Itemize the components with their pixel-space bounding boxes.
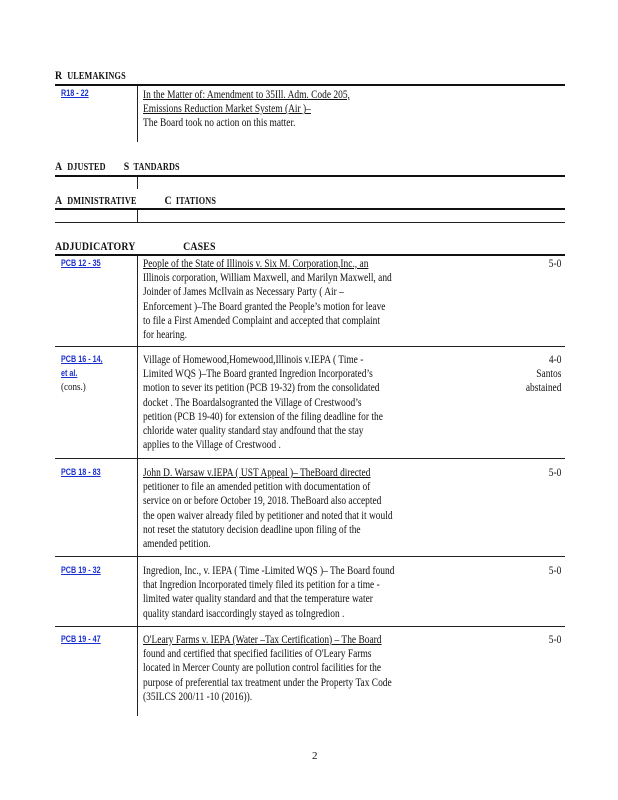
section-heading-rulemakings: R ULEMAKINGS bbox=[55, 68, 126, 82]
docket-link-pcb-19-32[interactable]: PCB 19 - 32 bbox=[61, 565, 101, 575]
column-divider bbox=[137, 210, 138, 222]
rule-heavy bbox=[55, 208, 565, 210]
rule-heavy bbox=[55, 175, 565, 177]
rulemaking-description: In the Matter of: Amendment to 35Ill. Adm. Code 205, Emissions Reduction Market System (Air )– The Board took no action on this matter. bbox=[143, 89, 350, 130]
vote-count: 5-0 bbox=[548, 565, 561, 577]
docket-link-et-al[interactable]: et al. bbox=[61, 368, 78, 378]
rule-thin bbox=[55, 626, 565, 627]
vote-count: 4-0 Santos abstained bbox=[525, 354, 561, 395]
section-heading-adjudicatory-cases: ADJUDICATORY CASES bbox=[55, 239, 216, 253]
docket-link-pcb-18-83[interactable]: PCB 18 - 83 bbox=[61, 467, 101, 477]
column-divider bbox=[137, 86, 138, 142]
consolidated-note: (cons.) bbox=[61, 381, 86, 393]
case-description: People of the State of Illinois v. Six M. Corporation,Inc., an Illinois corporation, William Maxwell, and Marilyn Maxwell, and Joinder of James McIlvain as Necessary Party ( Air – Enforcement )–The Board granted the People’s motion for leave to file a First Amended Complaint and accepted that complaint for hearing. bbox=[143, 258, 392, 342]
docket-link-pcb-16-14[interactable]: PCB 16 - 14, bbox=[61, 354, 103, 364]
vote-count: 5-0 bbox=[548, 634, 561, 646]
rule-thin bbox=[55, 222, 565, 223]
rule-thin bbox=[55, 346, 565, 347]
docket-link-pcb-12-35[interactable]: PCB 12 - 35 bbox=[61, 258, 101, 268]
section-heading-adjusted-standards: A DJUSTED S TANDARDS bbox=[55, 159, 180, 173]
case-description: Ingredion, Inc., v. IEPA ( Time -Limited WQS )– The Board found that Ingredion Incorporated timely filed its petition for a time - limited water quality standard and that the temperature water quality standard isaccordingly stayed as toIngredion . bbox=[143, 565, 395, 620]
case-description: Village of Homewood,Homewood,Illinois v.IEPA ( Time - Limited WQS )–The Board granted Ingredion Incorporated’s motion to sever its petition (PCB 19-32) from the consolidated docket . The Boardalsogranted the Village of Crestwood’s petition (PCB 19-40) for extension of the filing deadline for the chloride water quality standard stay andfound that the stay applies to the Village of Crestwood . bbox=[143, 354, 383, 452]
vote-count: 5-0 bbox=[548, 258, 561, 270]
rule-thin bbox=[55, 458, 565, 459]
docket-link-pcb-19-47[interactable]: PCB 19 - 47 bbox=[61, 634, 101, 644]
column-divider bbox=[137, 256, 138, 716]
docket-link-r18-22[interactable]: R18 - 22 bbox=[61, 88, 89, 98]
page-number: 2 bbox=[312, 750, 318, 762]
section-heading-administrative-citations: A DMINISTRATIVE C ITATIONS bbox=[55, 193, 217, 207]
column-divider bbox=[137, 177, 138, 189]
vote-count: 5-0 bbox=[548, 467, 561, 479]
rule-heavy bbox=[55, 254, 565, 256]
rule-heavy bbox=[55, 84, 565, 86]
case-description: John D. Warsaw v.IEPA ( UST Appeal )– TheBoard directed petitioner to file an amended petition with documentation of service on or before October 19, 2018. TheBoard also accepted the open waiver already filed by petitioner and noted that it would not reset the statutory decision deadline upon filing of the amended petition. bbox=[143, 467, 393, 551]
rule-thin bbox=[55, 556, 565, 557]
case-description: O'Leary Farms v. IEPA (Water –Tax Certification) – The Board found and certified that specified facilities of O'Leary Farms located in Mercer County are pollution control facilities for the purpose of preferential tax treatment under the Property Tax Code (35ILCS 200/11 -10 (2016)). bbox=[143, 634, 392, 703]
